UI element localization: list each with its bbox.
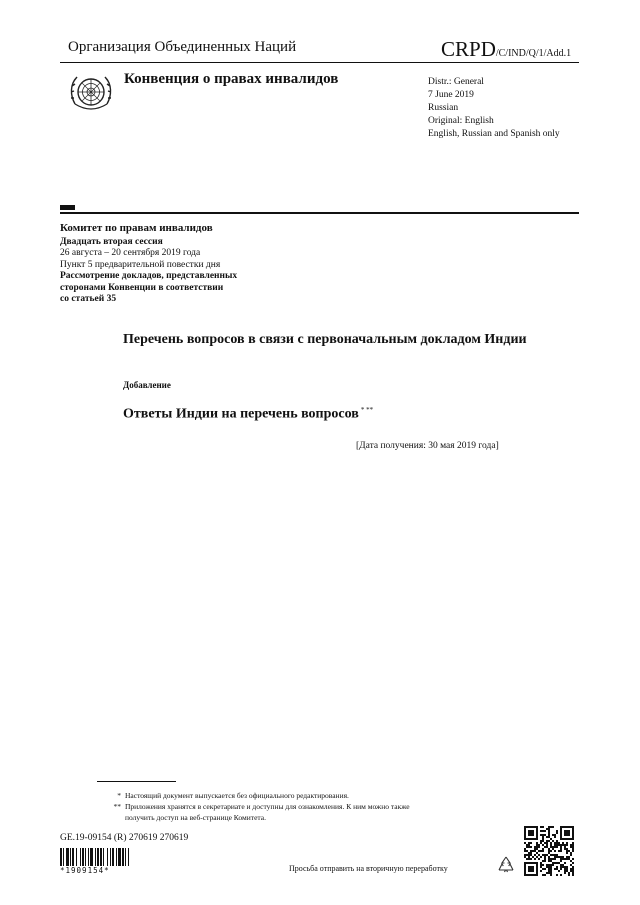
addendum-label: Добавление [123,380,171,390]
agenda-title-line2: сторонами Конвенции в соответствии [60,282,224,293]
footnote-2-text-line1: Приложения хранятся в секретариате и доступны для ознакомления. К ним можно также [125,802,410,811]
header-rule [60,62,579,63]
agenda-title-line3: со статьей 35 [60,294,117,304]
date-received: [Дата получения: 30 мая 2019 года] [356,441,499,451]
section-marker [60,205,75,210]
recycle-note: Просьба отправить на вторичную переработку [289,864,448,873]
distribution-block [428,76,560,141]
subheading-text: Ответы Индии на перечень вопросов [123,406,359,422]
organization-name: Организация Объединенных Наций [68,39,297,55]
section-rule [60,212,579,214]
footnote-rule [97,781,176,782]
document-symbol [441,37,571,62]
qr-code-icon [524,826,574,876]
job-number: GE.19-09154 (R) 270619 270619 [60,833,189,843]
document-subheading [123,406,373,423]
distribution-availability: English, Russian and Spanish only [428,129,560,139]
footnote-2-mark: ** [113,802,121,811]
un-emblem-icon [67,68,115,116]
symbol-main: CRPD [441,37,496,61]
recycle-icon [496,855,516,875]
session-label: Двадцать вторая сессия [60,236,163,247]
footnote-2-text-line2: получить доступ на веб-странице Комитета. [125,813,266,822]
footnote-1-text: Настоящий документ выпускается без официального редактирования. [125,791,349,800]
session-dates: 26 августа – 20 сентября 2019 года [60,248,201,258]
document-heading: Перечень вопросов в связи с первоначальным докладом Индии [123,332,527,347]
distribution-status: Distr.: General [428,77,484,87]
barcode-icon [60,848,150,866]
footnote-2 [103,801,523,823]
footnote-1-mark: * [117,791,121,800]
agenda-item: Пункт 5 предварительной повестки дня [60,259,221,270]
distribution-date: 7 June 2019 [428,90,474,100]
convention-title: Конвенция о правах инвалидов [124,71,339,87]
committee-name: Комитет по правам инвалидов [60,222,213,234]
committee-block [60,223,320,306]
distribution-original: Original: English [428,116,494,126]
symbol-suffix: /C/IND/Q/1/Add.1 [495,48,572,59]
footnote-marks: * ** [360,406,374,414]
agenda-title-line1: Рассмотрение докладов, представленных [60,271,238,281]
barcode-text: *1909154* [60,866,110,875]
distribution-language: Russian [428,103,459,113]
footnote-1 [103,790,349,801]
